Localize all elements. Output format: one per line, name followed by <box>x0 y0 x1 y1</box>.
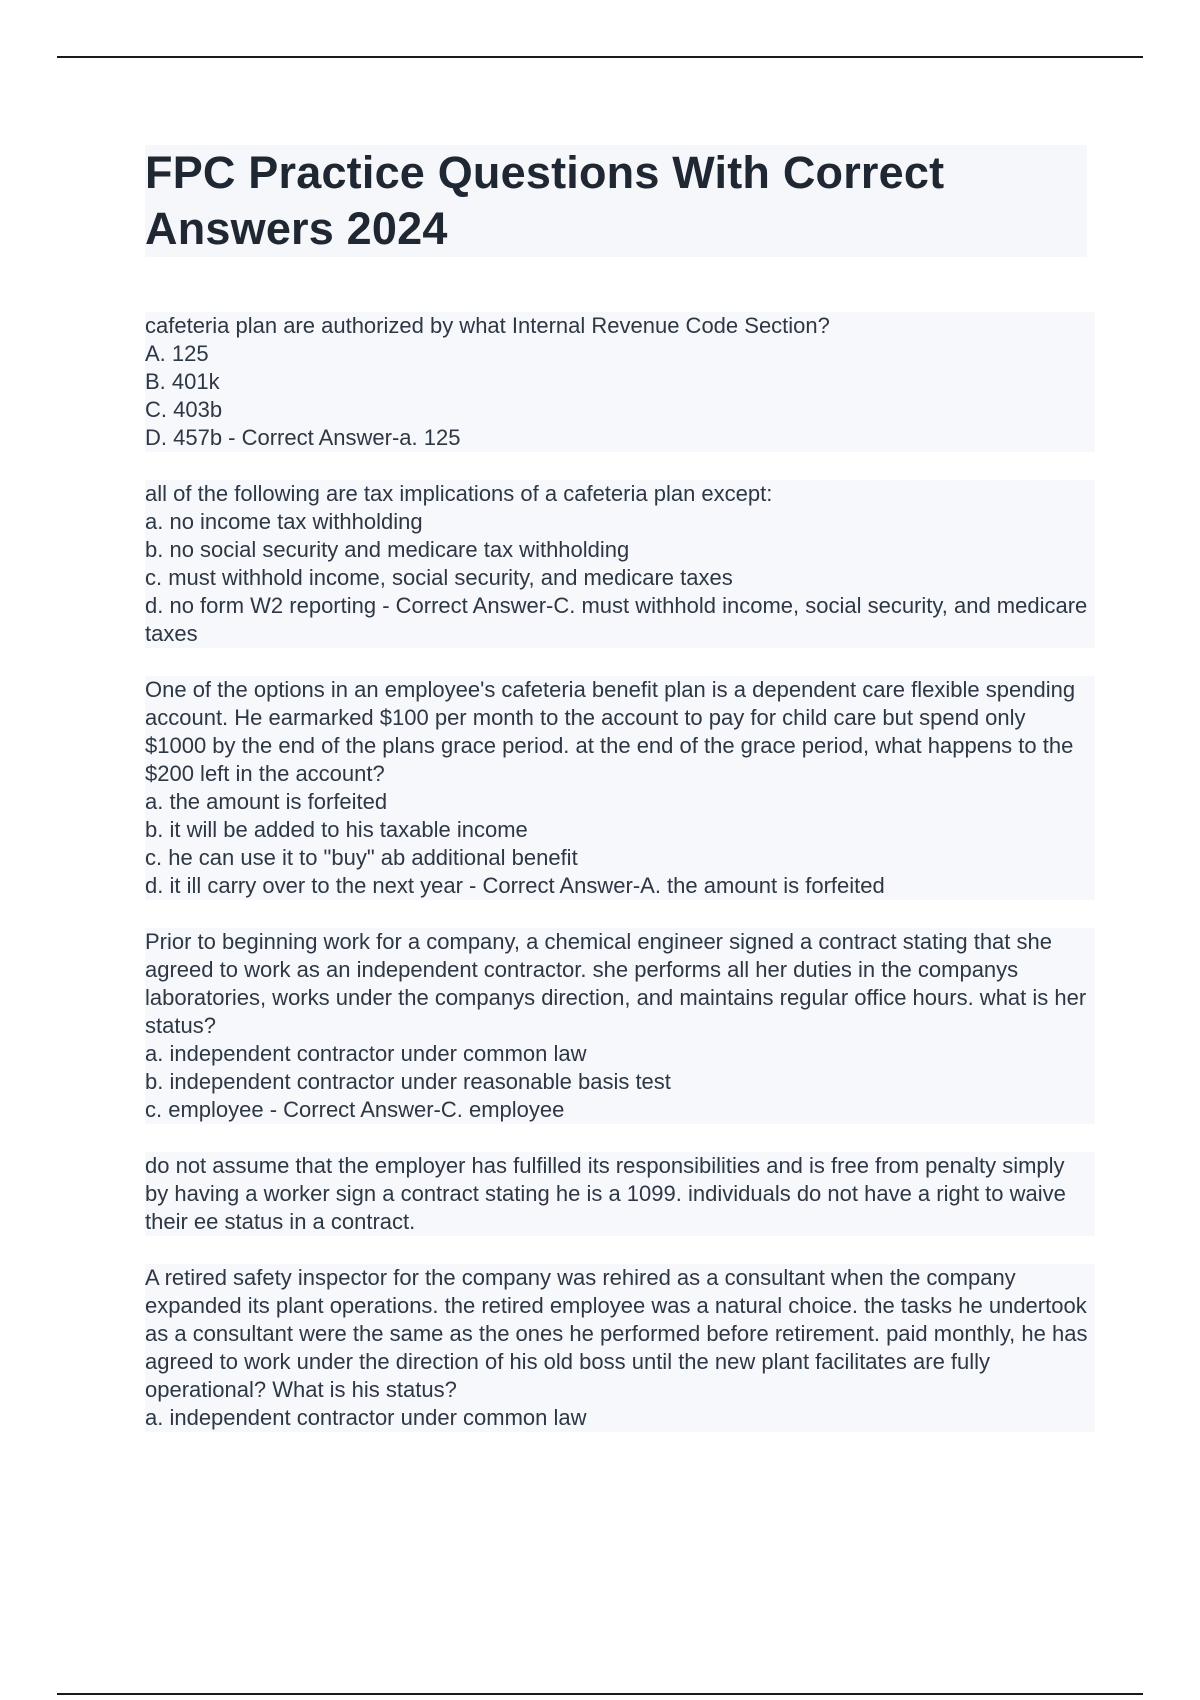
answer-option: a. independent contractor under common law <box>145 1041 587 1066</box>
question-block <box>145 1264 1095 1432</box>
question-block <box>145 480 1095 648</box>
answer-option-with-correct-answer: D. 457b - Correct Answer-a. 125 <box>145 425 461 450</box>
question-text: all of the following are tax implications of a cafeteria plan except: <box>145 481 773 506</box>
answer-option: a. the amount is forfeited <box>145 789 388 814</box>
note-text: do not assume that the employer has fulfilled its responsibilities and is free from penalty simply by having a worker sign a contract stating he is a 1099. individuals do not have a right to waive their ee status in a contract. <box>145 1153 1066 1234</box>
questions-list <box>145 312 1095 1460</box>
answer-option: b. no social security and medicare tax withholding <box>145 537 630 562</box>
question-text: One of the options in an employee's cafeteria benefit plan is a dependent care flexible spending account. He earmarked $100 per month to the account to pay for child care but spend only $1000 by the end of the plans grace period. at the end of the grace period, what happens to the $200 left in the account? <box>145 677 1076 786</box>
answer-option: b. independent contractor under reasonable basis test <box>145 1069 671 1094</box>
answer-option: a. no income tax withholding <box>145 509 423 534</box>
title-block <box>145 145 1087 257</box>
top-rule <box>57 56 1143 58</box>
answer-option: A. 125 <box>145 341 209 366</box>
question-block <box>145 928 1095 1124</box>
answer-option-with-correct-answer: d. no form W2 reporting - Correct Answer-C. must withhold income, social security, and medicare taxes <box>145 593 1088 646</box>
note-block <box>145 1152 1095 1236</box>
answer-option: B. 401k <box>145 369 220 394</box>
question-text: A retired safety inspector for the company was rehired as a consultant when the company expanded its plant operations. the retired employee was a natural choice. the tasks he undertook as a consultant were the same as the ones he performed before retirement. paid monthly, he has agreed to work under the direction of his old boss until the new plant facilitates are fully operational? What is his status? <box>145 1265 1088 1402</box>
answer-option: c. he can use it to "buy" ab additional benefit <box>145 845 578 870</box>
bottom-rule <box>57 1693 1143 1695</box>
answer-option-with-correct-answer: d. it ill carry over to the next year - Correct Answer-A. the amount is forfeited <box>145 873 885 898</box>
answer-option: a. independent contractor under common law <box>145 1405 587 1430</box>
answer-option: c. must withhold income, social security, and medicare taxes <box>145 565 733 590</box>
question-text: cafeteria plan are authorized by what Internal Revenue Code Section? <box>145 313 830 338</box>
answer-option-with-correct-answer: c. employee - Correct Answer-C. employee <box>145 1097 565 1122</box>
answer-option: C. 403b <box>145 397 223 422</box>
question-block <box>145 312 1095 452</box>
question-block <box>145 676 1095 900</box>
answer-option: b. it will be added to his taxable income <box>145 817 528 842</box>
document-title: FPC Practice Questions With Correct Answers 2024 <box>145 147 945 254</box>
question-text: Prior to beginning work for a company, a chemical engineer signed a contract stating that she agreed to work as an independent contractor. she performs all her duties in the companys laboratories, works under the companys direction, and maintains regular office hours. what is her status? <box>145 929 1087 1038</box>
